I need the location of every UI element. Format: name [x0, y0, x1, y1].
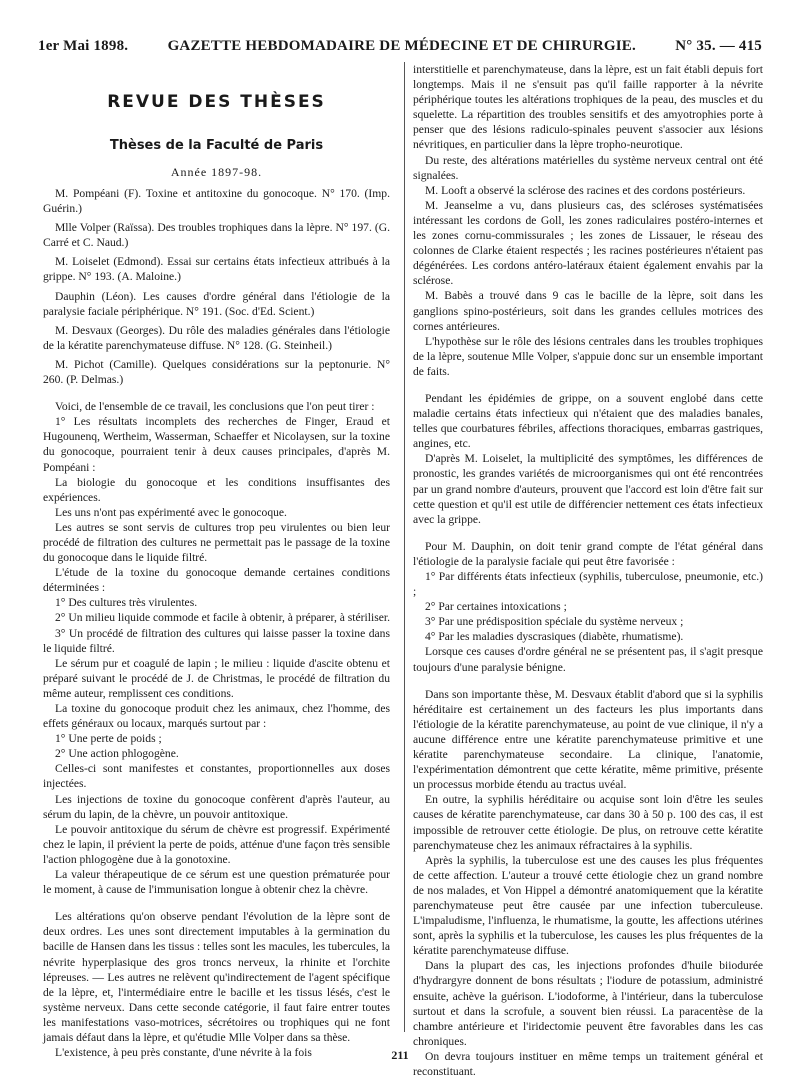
paragraph: L'hypothèse sur le rôle des lésions centrales dans les troubles trophiques de la lèpre, soutenue Mlle Volper, s'appuie donc sur un ensemble important de faits.: [413, 334, 763, 378]
paragraph: 1° Des cultures très virulentes.: [55, 596, 198, 610]
paragraph: Lorsque ces causes d'ordre général ne se présentent pas, il s'agit presque toujours d'une paralysie bénigne.: [413, 645, 763, 674]
page-number: 211: [391, 1048, 409, 1062]
paragraph: 3° Par une prédisposition spéciale du système nerveux ;: [425, 615, 684, 629]
paragraph: Celles-ci sont manifestes et constantes, proportionnelles aux doses injectées.: [43, 762, 390, 791]
paragraph: La biologie du gonocoque et les conditions insuffisantes des expériences.: [43, 475, 390, 504]
paragraph: Le sérum pur et coagulé de lapin ; le milieu : liquide d'ascite obtenu et préparé suivant le procédé de J. de Christmas, le procédé de filtration du même auteur, remplissent ces conditions.: [43, 656, 390, 700]
paragraph: 3° Un procédé de filtration des cultures qui laisse passer la toxine dans le liquide filtré.: [43, 626, 390, 655]
paragraph: Du reste, des altérations matérielles du système nerveux central ont été signalées.: [413, 153, 763, 182]
faculty-title: Thèses de la Faculté de Paris: [109, 138, 324, 153]
paragraph: 2° Par certaines intoxications ;: [425, 600, 567, 614]
paragraph: 1° Par différents états infectieux (syphilis, tuberculose, pneumonie, etc.) ;: [413, 570, 763, 599]
paragraph: Après la syphilis, la tuberculose est une des causes les plus fréquentes de cette affection. L'auteur a trouvé cette étiologie chez un grand nombre de nos malades, et Von Hippel a démontré anatomiquement que la kératite parenchymateuse peut être causée par une infection tuberculeuse. L'impaludisme, l'influenza, le rhumatisme, la goutte, les affections utérines sont, après la syphilis et la tuberculose, les causes les plus fréquentes de la kératite parenchymateuse diffuse.: [413, 853, 763, 958]
paragraph: 2° Une action phlogogène.: [55, 747, 179, 761]
paragraph: Les injections de toxine du gonocoque confèrent d'après l'auteur, au sérum du lapin, de la chèvre, un pouvoir antitoxique.: [43, 792, 390, 821]
thesis-entry: M. Loiselet (Edmond). Essai sur certains états infectieux attribués à la grippe. N° 193. (A. Maloine.): [43, 255, 390, 284]
journal-title: GAZETTE HEBDOMADAIRE DE MÉDECINE ET DE CHIRURGIE.: [167, 38, 636, 54]
paragraph: Les uns n'ont pas expérimenté avec le gonocoque.: [55, 505, 287, 519]
paragraph: En outre, la syphilis héréditaire ou acquise sont loin d'être les seules causes de kératite parenchymateuse, car dans 30 à 50 p. 100 des cas, il est impossible de retrouver cette étiologie. De plus, on retrouve cette kératite parenchymateuse chez les animaux réfractaires à la syphilis.: [413, 793, 763, 852]
paragraph: Dans son importante thèse, M. Desvaux établit d'abord que si la syphilis héréditaire est certainement un des facteurs les plus importants dans l'étiologie de la kératite parenchymateuse, au point de vue clinique, il n'y a aucune différence entre une kératite parenchymateuse primitive et une kératite parenchymateuse secondaire. La clinique, l'anatomie, l'expérimentation démontrent que cette kératite, même primitive, présente un processus morbide étendu au tractus uvéal.: [413, 687, 763, 792]
paragraph: Les altérations qu'on observe pendant l'évolution de la lèpre sont de deux ordres. Les unes sont directement imputables à la germination du bacille de Hansen dans les tissus : telles sont les macules, les tubercules, la névrite hyperplasique des gros troncs nerveux, la rhinite et l'orchite lépreuses. — Les autres ne relèvent qu'indirectement de l'agent spécifique de la lèpre, et, l'intermédiaire entre le bacille et les tissus lésés, c'est le système nerveux. Dans cette seconde catégorie, il faut faire entrer toutes les manifestations vaso-motrices, sécrétoires ou trophiques qui ne font jamais défaut dans la lèpre, et qu'étudie Mlle Volper dans sa thèse.: [43, 910, 390, 1044]
issue-date: 1er Mai 1898.: [38, 38, 129, 54]
paragraph: interstitielle et parenchymateuse, dans la lèpre, est un fait établi depuis fort longtemps. Mais il ne s'ensuit pas qu'il faille rapporter à la névrite périphérique toutes les altérations trophiques de la peau, des muscles et du squelette. La répartition des troubles sensitifs et des amyotrophies porte à penser que des lésions radiculo-spinales peuvent s'associer aux lésions névritiques, en particulier dans la lèpre tropho-neurotique.: [413, 63, 763, 152]
left-column: [43, 62, 390, 1060]
section-title: REVUE DES THÈSES: [107, 92, 326, 112]
academic-year: Année 1897-98.: [170, 165, 263, 179]
paragraph: D'après M. Loiselet, la multiplicité des symptômes, les différences de pronostic, les grandes variétés de microorganismes qui ont été rencontrées par un grand nombre d'auteurs, prouvent que l'accord est loin d'être fait sur cette question et qu'il est utile de différencier nettement ces états infectieux avec la grippe.: [413, 452, 763, 526]
paragraph: 4° Par les maladies dyscrasiques (diabète, rhumatisme).: [425, 630, 684, 644]
thesis-entry: M. Pichot (Camille). Quelques considérations sur la peptonurie. N° 260. (P. Delmas.): [43, 357, 390, 387]
paragraph: Voici, de l'ensemble de ce travail, les conclusions que l'on peut tirer :: [55, 400, 375, 414]
thesis-entry: Mlle Volper (Raïssa). Des troubles trophiques dans la lèpre. N° 197. (G. Carré et C. Naud.): [43, 221, 390, 250]
paragraph: On devra toujours instituer en même temps un traitement général et reconstituant.: [413, 1049, 763, 1078]
paragraph: La toxine du gonocoque produit chez les animaux, chez l'homme, des effets généraux ou locaux, marqués surtout par :: [43, 702, 390, 731]
issue-number: N° 35. — 415: [675, 38, 762, 54]
paragraph: Le pouvoir antitoxique du sérum de chèvre est progressif. Expérimenté chez le lapin, il prévient la perte de poids, atténue d'une façon très sensible l'action phlogogène due à la gonotoxine.: [43, 822, 390, 866]
paragraph: 2° Un milieu liquide commode et facile à obtenir, à préparer, à stériliser.: [55, 611, 390, 625]
paragraph: La valeur thérapeutique de ce sérum est une question prématurée pour le moment, à cause de l'immunisation longue à obtenir chez la chèvre.: [43, 868, 390, 897]
paragraph: M. Looft a observé la sclérose des racines et des cordons postérieurs.: [425, 183, 746, 197]
paragraph: Pendant les épidémies de grippe, on a souvent englobé dans cette maladie certains états infectieux qui n'étaient que des maladies banales, telles que courbatures fébriles, affections thoraciques, embarras gastriques, angines, etc.: [413, 391, 763, 451]
paragraph: M. Jeanselme a vu, dans plusieurs cas, des scléroses systématisées intéressant les cordons de Goll, les zones radiculaires postéro-internes et les zones cornu-commissurales ; les zones de Lissauer, le réseau des colonnes de Clarke étaient respectés ; les racines postérieures n'étaient pas dégénérées. Les cordons antéro-latéraux étaient également envahis par la sclérose.: [413, 198, 763, 288]
thesis-entry: M. Desvaux (Georges). Du rôle des maladies générales dans l'étiologie de la kératite parenchymateuse diffuse. N° 128. (G. Steinheil.): [43, 323, 390, 352]
right-column: [413, 62, 763, 1079]
paragraph: L'existence, à peu près constante, d'une névrite à la fois: [55, 1046, 312, 1060]
paragraph: Dans la plupart des cas, les injections profondes d'huile biiodurée d'hydrargyre donnent de bons résultats ; l'iodure de potassium, administré ensuite, achève la guérison. L'iodoforme, à l'intérieur, dans la tuberculose surtout et dans la scrofule, a souvent bien réussi. La paracentèse de la chambre antérieure et l'iridectomie peuvent être favorables dans les cas chroniques.: [413, 959, 763, 1048]
paragraph: M. Babès a trouvé dans 9 cas le bacille de la lèpre, soit dans les ganglions spino-postérieurs, soit dans les grandes cellules motrices des cornes antérieures.: [413, 289, 763, 333]
paragraph: L'étude de la toxine du gonocoque demande certaines conditions déterminées :: [43, 566, 390, 595]
running-header: [38, 38, 762, 55]
paragraph: 1° Une perte de poids ;: [55, 732, 162, 746]
thesis-entry: Dauphin (Léon). Les causes d'ordre général dans l'étiologie de la paralysie faciale périphérique. N° 191. (Soc. d'Ed. Scient.): [43, 289, 390, 318]
thesis-entry: M. Pompéani (F). Toxine et antitoxine du gonocoque. N° 170. (Imp. Guérin.): [43, 187, 390, 216]
paragraph: Les autres se sont servis de cultures trop peu virulentes ou bien leur procédé de filtration des cultures ne permettait pas le passage de la toxine du gonocoque dans le liquide filtré.: [43, 520, 390, 565]
paragraph: 1° Les résultats incomplets des recherches de Finger, Eraud et Hugounenq, Wertheim, Wasserman, Schaeffer et Nicolaysen, sur la toxine du gonocoque, pourraient tenir à deux causes principales, d'après M. Pompéani :: [43, 415, 390, 474]
paragraph: Pour M. Dauphin, on doit tenir grand compte de l'état général dans l'étiologie de la paralysie faciale qui peut être favorisée :: [413, 539, 763, 568]
column-divider: [404, 62, 405, 1032]
